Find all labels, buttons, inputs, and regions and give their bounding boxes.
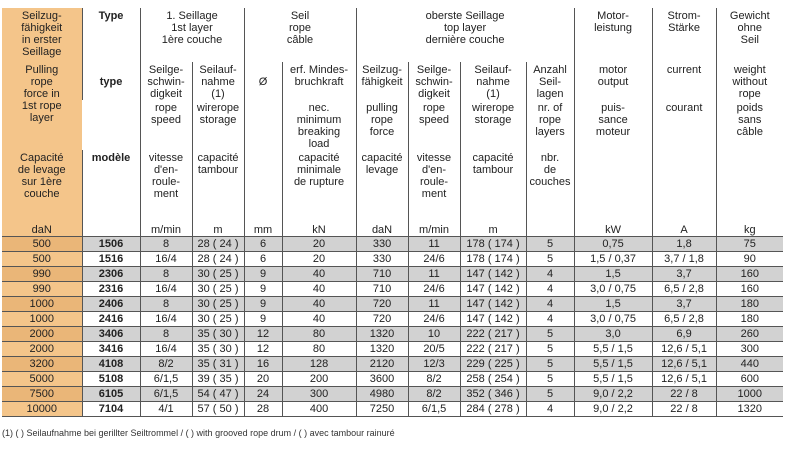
table-cell: 40 [282, 282, 356, 297]
table-cell: 147 ( 142 ) [460, 312, 526, 327]
table-cell: 40 [282, 267, 356, 282]
table-row [2, 267, 783, 282]
break-fr: capacité minimale de rupture [282, 150, 356, 222]
table-cell: 720 [356, 312, 408, 327]
table-cell: 24 [244, 387, 282, 402]
table-cell: 6,5 / 2,8 [652, 282, 716, 297]
table-cell: 3,7 [652, 297, 716, 312]
table-cell: 16/4 [140, 252, 192, 267]
table-cell: 5,5 / 1,5 [574, 342, 652, 357]
table-cell: 54 ( 47 ) [192, 387, 244, 402]
table-cell: 11 [408, 297, 460, 312]
table-cell: 4108 [82, 357, 140, 372]
table-cell: 352 ( 346 ) [460, 387, 526, 402]
unit-cell: m [460, 222, 526, 237]
table-cell: 20 [282, 237, 356, 252]
table-row [2, 342, 783, 357]
table-cell: 147 ( 142 ) [460, 297, 526, 312]
table-cell: 8 [140, 327, 192, 342]
col0-header-de: Seilzug- fähigkeit in erster Seillage [2, 8, 82, 62]
table-cell: 4/1 [140, 402, 192, 417]
unit-cell: kN [282, 222, 356, 237]
table-cell: 400 [282, 402, 356, 417]
pull-en: pulling rope force [356, 100, 408, 150]
weight-en: weight without rope [716, 62, 783, 100]
table-cell: 6 [244, 252, 282, 267]
table-cell: 4 [526, 312, 574, 327]
table-cell: 1516 [82, 252, 140, 267]
table-row [2, 252, 783, 267]
table-cell: 284 ( 278 ) [460, 402, 526, 417]
header-row-sub-de [2, 62, 783, 100]
table-row [2, 372, 783, 387]
table-cell: 2416 [82, 312, 140, 327]
table-cell: 6105 [82, 387, 140, 402]
table-cell: 12,6 / 5,1 [652, 357, 716, 372]
table-cell: 12,6 / 5,1 [652, 342, 716, 357]
table-row [2, 297, 783, 312]
table-cell: 6/1,5 [140, 387, 192, 402]
table-cell: 3200 [2, 357, 82, 372]
storage1-de: Seilauf- nahme (1) [192, 62, 244, 100]
layers-en: nr. of rope layers [526, 100, 574, 150]
motor-header: Motor- leistung [574, 8, 652, 62]
table-cell: 2306 [82, 267, 140, 282]
table-cell: 12,6 / 5,1 [652, 372, 716, 387]
table-cell: 16/4 [140, 342, 192, 357]
header-row-fr [2, 150, 783, 222]
table-cell: 300 [282, 387, 356, 402]
storage1-en: wirerope storage [192, 100, 244, 150]
pull-fr: capacité levage [356, 150, 408, 222]
unit-cell: kg [716, 222, 783, 237]
table-cell: 8/2 [140, 357, 192, 372]
table-cell: 200 [282, 372, 356, 387]
table-cell: 9 [244, 312, 282, 327]
table-cell: 75 [716, 237, 783, 252]
unit-cell: mm [244, 222, 282, 237]
table-cell: 40 [282, 312, 356, 327]
table-cell: 3416 [82, 342, 140, 357]
table-cell: 3,7 / 1,8 [652, 252, 716, 267]
table-cell: 500 [2, 237, 82, 252]
table-cell: 9,0 / 2,2 [574, 387, 652, 402]
table-cell: 12 [244, 342, 282, 357]
unit-cell: kW [574, 222, 652, 237]
table-row [2, 312, 783, 327]
table-row [2, 387, 783, 402]
table-cell: 12 [244, 327, 282, 342]
table-cell: 4 [526, 282, 574, 297]
table-cell: 1000 [2, 312, 82, 327]
table-cell: 330 [356, 252, 408, 267]
table-cell: 1,5 [574, 267, 652, 282]
table-cell: 2120 [356, 357, 408, 372]
weight-header: Gewicht ohne Seil [716, 8, 783, 62]
pull-de: Seilzug- fähigkeit [356, 62, 408, 100]
speed1-fr: vitesse d'en- roule- ment [140, 150, 192, 222]
table-cell: 1000 [716, 387, 783, 402]
table-cell: 6,5 / 2,8 [652, 312, 716, 327]
speed2-fr: vitesse d'en- roule- ment [408, 150, 460, 222]
current-header: Strom- Stärke [652, 8, 716, 62]
table-cell: 35 ( 30 ) [192, 327, 244, 342]
unit-cell: m/min [408, 222, 460, 237]
unit-cell [82, 222, 140, 237]
table-cell: 5 [526, 372, 574, 387]
table-cell: 3,7 [652, 267, 716, 282]
units-row [2, 222, 783, 237]
table-cell: 180 [716, 312, 783, 327]
table-cell: 710 [356, 267, 408, 282]
table-cell: 30 ( 25 ) [192, 312, 244, 327]
table-cell: 30 ( 25 ) [192, 297, 244, 312]
table-row [2, 357, 783, 372]
table-cell: 1,8 [652, 237, 716, 252]
table-cell: 9,0 / 2,2 [574, 402, 652, 417]
table-cell: 28 ( 24 ) [192, 252, 244, 267]
table-cell: 0,75 [574, 237, 652, 252]
table-cell: 222 ( 217 ) [460, 342, 526, 357]
table-cell: 990 [2, 282, 82, 297]
table-cell: 2316 [82, 282, 140, 297]
footnote: (1) ( ) Seilaufnahme bei gerillter Seiltrommel / ( ) with grooved rope drum / ( ) avec tambour rainuré [2, 428, 395, 438]
table-cell: 10000 [2, 402, 82, 417]
table-cell: 10 [408, 327, 460, 342]
table-cell: 1320 [356, 342, 408, 357]
table-cell: 260 [716, 327, 783, 342]
table-cell: 229 ( 225 ) [460, 357, 526, 372]
table-cell: 8/2 [408, 387, 460, 402]
layers-fr: nbr. de couches [526, 150, 574, 222]
table-cell: 24/6 [408, 252, 460, 267]
unit-cell [526, 222, 574, 237]
table-cell: 5,5 / 1,5 [574, 357, 652, 372]
table-cell: 80 [282, 342, 356, 357]
table-cell: 1,5 [574, 297, 652, 312]
table-cell: 2406 [82, 297, 140, 312]
header-row-en [2, 100, 783, 150]
col0-header-en: Pulling rope force in 1st rope layer [2, 62, 82, 150]
unit-cell: daN [356, 222, 408, 237]
break-en: nec. minimum breaking load [282, 100, 356, 150]
data-rows [2, 237, 783, 417]
table-cell: 147 ( 142 ) [460, 267, 526, 282]
top-layer-header: oberste Seillage top layer dernière couche [356, 8, 574, 62]
table-cell: 39 ( 35 ) [192, 372, 244, 387]
table-cell: 4980 [356, 387, 408, 402]
table-cell: 2000 [2, 342, 82, 357]
table-cell: 6/1,5 [140, 372, 192, 387]
table-cell: 24/6 [408, 312, 460, 327]
table-cell: 80 [282, 327, 356, 342]
table-cell: 222 ( 217 ) [460, 327, 526, 342]
table-cell: 3,0 / 0,75 [574, 312, 652, 327]
table-cell: 1320 [356, 327, 408, 342]
table-cell: 710 [356, 282, 408, 297]
table-cell: 9 [244, 267, 282, 282]
table-cell: 16/4 [140, 312, 192, 327]
table-cell: 5 [526, 387, 574, 402]
table-cell: 22 / 8 [652, 402, 716, 417]
table-cell: 35 ( 31 ) [192, 357, 244, 372]
table-cell: 12/3 [408, 357, 460, 372]
table-cell: 9 [244, 282, 282, 297]
type-header-en: type [82, 62, 140, 100]
table-cell: 990 [2, 267, 82, 282]
table-cell: 11 [408, 267, 460, 282]
table-cell: 5 [526, 237, 574, 252]
table-cell: 720 [356, 297, 408, 312]
table-cell: 7500 [2, 387, 82, 402]
table-cell: 30 ( 25 ) [192, 267, 244, 282]
header-row-de [2, 8, 783, 62]
table-cell: 3,0 / 0,75 [574, 282, 652, 297]
motor-en: motor output [574, 62, 652, 100]
table-cell: 5 [526, 327, 574, 342]
table-cell: 600 [716, 372, 783, 387]
type-header-de: Type [82, 8, 140, 62]
table-cell: 330 [356, 237, 408, 252]
col0-header-fr: Capacité de levage sur 1ère couche [2, 150, 82, 222]
table-cell: 7104 [82, 402, 140, 417]
table-cell: 5000 [2, 372, 82, 387]
table-cell: 8 [140, 297, 192, 312]
table-cell: 3406 [82, 327, 140, 342]
type-header-fr: modèle [82, 150, 140, 222]
table-cell: 178 ( 174 ) [460, 252, 526, 267]
table-cell: 22 / 8 [652, 387, 716, 402]
unit-cell: daN [2, 222, 82, 237]
table-cell: 1320 [716, 402, 783, 417]
table-cell: 7250 [356, 402, 408, 417]
speed1-de: Seilge- schwin- digkeit [140, 62, 192, 100]
speed1-en: rope speed [140, 100, 192, 150]
winch-spec-table [2, 8, 783, 417]
table-cell: 20 [282, 252, 356, 267]
table-cell: 178 ( 174 ) [460, 237, 526, 252]
table-cell: 160 [716, 267, 783, 282]
table-cell: 16/4 [140, 282, 192, 297]
table-cell: 16 [244, 357, 282, 372]
table-cell: 4 [526, 297, 574, 312]
first-layer-header: 1. Seillage 1st layer 1ère couche [140, 8, 244, 62]
table-cell: 57 ( 50 ) [192, 402, 244, 417]
table-cell: 30 ( 25 ) [192, 282, 244, 297]
unit-cell: m [192, 222, 244, 237]
table-cell: 11 [408, 237, 460, 252]
table-cell: 8 [140, 267, 192, 282]
current-en: current [652, 62, 716, 100]
table-row [2, 282, 783, 297]
table-cell: 28 [244, 402, 282, 417]
rope-header: Seil rope câble [244, 8, 356, 62]
table-cell: 4 [526, 267, 574, 282]
storage2-en: wirerope storage [460, 100, 526, 150]
unit-cell: m/min [140, 222, 192, 237]
table-cell: 128 [282, 357, 356, 372]
current-fr: courant [652, 100, 716, 150]
table-cell: 5,5 / 1,5 [574, 372, 652, 387]
speed2-en: rope speed [408, 100, 460, 150]
layers-de: Anzahl Seil- lagen [526, 62, 574, 100]
table-cell: 1000 [2, 297, 82, 312]
table-cell: 5 [526, 357, 574, 372]
dia-de: Ø [244, 62, 282, 100]
table-cell: 147 ( 142 ) [460, 282, 526, 297]
table-cell: 3,0 [574, 327, 652, 342]
table-cell: 5 [526, 342, 574, 357]
table-cell: 8/2 [408, 372, 460, 387]
table-cell: 8 [140, 237, 192, 252]
table-cell: 5 [526, 252, 574, 267]
table-cell: 4 [526, 402, 574, 417]
break-de: erf. Mindes- bruchkraft [282, 62, 356, 100]
table-row [2, 327, 783, 342]
table-cell: 1506 [82, 237, 140, 252]
table-cell: 5108 [82, 372, 140, 387]
table-cell: 90 [716, 252, 783, 267]
unit-cell: A [652, 222, 716, 237]
table-cell: 6,9 [652, 327, 716, 342]
table-cell: 440 [716, 357, 783, 372]
table-row [2, 237, 783, 252]
table-cell: 28 ( 24 ) [192, 237, 244, 252]
table-cell: 24/6 [408, 282, 460, 297]
motor-fr: puis- sance moteur [574, 100, 652, 150]
storage1-fr: capacité tambour [192, 150, 244, 222]
storage2-fr: capacité tambour [460, 150, 526, 222]
table-cell: 40 [282, 297, 356, 312]
table-cell: 20 [244, 372, 282, 387]
storage2-de: Seilauf- nahme (1) [460, 62, 526, 100]
table-cell: 3600 [356, 372, 408, 387]
speed2-de: Seilge- schwin- digkeit [408, 62, 460, 100]
table-cell: 300 [716, 342, 783, 357]
table-cell: 20/5 [408, 342, 460, 357]
table-cell: 9 [244, 297, 282, 312]
table-cell: 180 [716, 297, 783, 312]
table-cell: 258 ( 254 ) [460, 372, 526, 387]
table-cell: 6/1,5 [408, 402, 460, 417]
table-row [2, 402, 783, 417]
table-cell: 2000 [2, 327, 82, 342]
table-cell: 6 [244, 237, 282, 252]
table-cell: 160 [716, 282, 783, 297]
table-cell: 35 ( 30 ) [192, 342, 244, 357]
table-cell: 500 [2, 252, 82, 267]
table-cell: 1,5 / 0,37 [574, 252, 652, 267]
weight-fr: poids sans câble [716, 100, 783, 150]
